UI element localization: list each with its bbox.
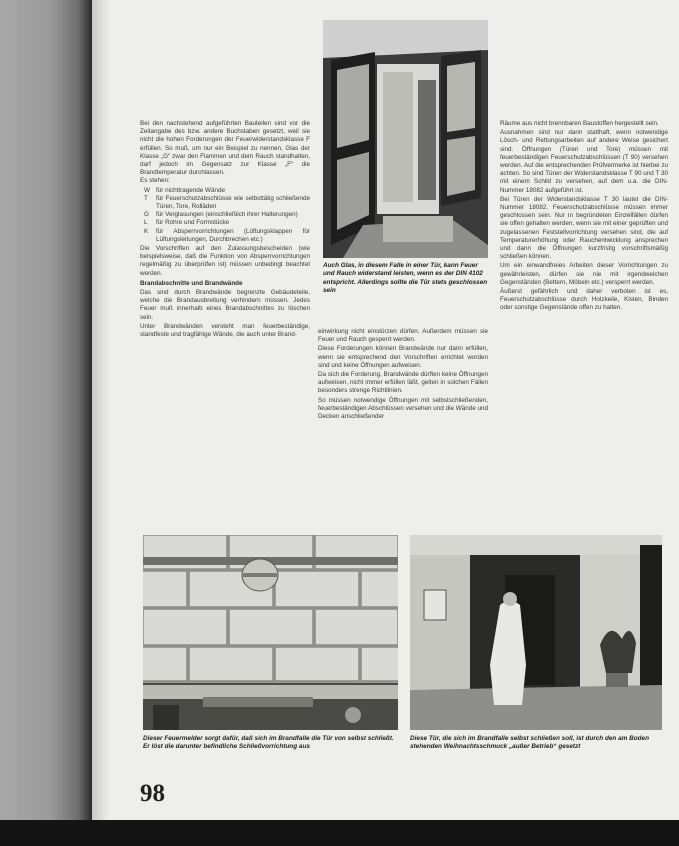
caption-blocked-door: Diese Tür, die sich im Brandfalle selbst schließen soll, ist durch den am Boden stehenden Weihnachtsschmuck „außer Betrieb“ gesetzt [410, 735, 650, 751]
list-heading: Es stehen: [140, 177, 170, 185]
page-gutter [92, 0, 110, 820]
intro-paragraph: Bei den nachstehend aufgeführten Bauteilen sind vor die Zeitangabe des bzw. andere Buchstaben gesetzt, weil sie nicht die hohen Forderungen der Feuerwiderstandsklasse F erfüllen. So muß, um nur ein Beispiel zu nennen, Glas der Klasse „G“ zwar den Flammen und dem Rauch standhalten, darf jedoch im Gegensatz zur Klasse „F“ die Brandtemperatur durchlassen. [140, 120, 310, 177]
paragraph: So müssen notwendige Öffnungen mit selbstschließenden, feuerbeständigen Abschlüssen versehen und die Wände und Decken anschließender [318, 396, 488, 421]
section-heading: Brandabschnitte und Brandwände [140, 279, 243, 287]
photo-glass-door [323, 20, 488, 258]
blocked-door-image [410, 535, 662, 730]
paragraph: einwirkung nicht einstürzen dürfen. Außerdem müssen sie Feuer und Rauch gesperrt werden. [318, 328, 488, 344]
glass-door-image [323, 20, 488, 258]
list-text: für Rohre und Formstücke [156, 219, 230, 227]
list-item [140, 219, 310, 227]
paragraph: Bei Türen der Widerstandsklasse T 30 lautet die DIN-Nummer 18082. Feuerschutzabschlüsse müssen immer geschlossen sein. Nur in begründeten Einzelfällen dürfen sie offen gehalten werden, wenn sie mit einer geprüften und zugelassenen Feststellvorrichtung versehen sind, die auf Temperaturerhöhung oder Rauchentwicklung ansprechen und dann die Öffnungen kurzfristig vorschriftsmäßig schließen können. [500, 195, 668, 261]
text-column-middle [318, 328, 488, 422]
paragraph: Räume aus nicht brennbaren Baustoffen hergestellt sein. [500, 120, 659, 127]
paragraph: Diese Forderungen können Brandwände nur dann erfüllen, wenn sie entsprechend den Vorschriften errichtet worden sind und keine Öffnungen aufweisen. [318, 345, 488, 369]
list-text: für nichttragende Wände [156, 186, 225, 194]
list-item [140, 211, 310, 219]
text-column-left [140, 120, 310, 340]
caption-fire-detector: Dieser Feuermelder sorgt dafür, daß sich im Brandfalle die Tür von selbst schließt. Er löst die darunter befindliche Schließvorrichtung aus [143, 735, 394, 751]
list-key: T [144, 194, 148, 202]
list-text: für Absperrvorrichtungen (Lüftungsklappen für Lüftungsleitungen, Durchbrechen etc.) [156, 227, 310, 243]
list-key: L [144, 219, 148, 227]
list-item [140, 187, 310, 195]
paragraph: Ausnahmen sind nur dann statthaft, wenn notwendige Lösch- und Rettungsarbeiten auf andere Weise gesichert sind. Öffnungen (Türen und Tore) müssen mit feuerbeständigen Feuerschutzabschlüssen (T 90) versehen werden. Auf die entsprechenden Prüfvermerke ist hierbei zu achten. So sind Türen der Widerstandsklasse T 90 und T 30 mit einem Schild zu versehen, auf dem u.a. die DIN-Nummer 18082 aufgeführt ist. [500, 129, 668, 194]
page-edge-shadow [0, 0, 92, 846]
text-column-right [500, 120, 668, 314]
bottom-dark-band [0, 820, 679, 846]
fire-detector-image [143, 535, 398, 730]
page-number: 98 [140, 780, 165, 807]
paragraph: Um ein einwandfreies Arbeiten dieser Vorrichtungen zu gewährleisten, dürfen sie nie mit irgendwelchen Gegenständen (Bettern, Möbeln etc.) versperrt werden. [500, 262, 668, 286]
list-key: W [144, 186, 150, 194]
list-key: K [144, 227, 149, 235]
list-item [140, 195, 310, 211]
photo-fire-detector [143, 535, 398, 730]
list-text: für Feuerschutzabschlüsse wie selbsttätig schließende Türen, Tore, Rolläden [156, 194, 310, 211]
paragraph: Das sind durch Brandwände begrenzte Gebäudeteile, welche die Brandausbreitung verhindern müssen. Jedes Feuer muß innerhalb eines Brandabschnittes zu löschen sein. [140, 289, 310, 321]
paragraph: Da sich die Forderung, Brandwände dürften keine Öffnungen aufweisen, nicht immer erfüllen läßt, gelten in solchen Fällen besonders strenge Richtlinien. [318, 371, 489, 395]
list-item [140, 228, 310, 244]
paragraph: Äußerst gefährlich und daher verboten ist es, Feuerschutzabschlüsse durch Holzkeile, Kisten, Binden oder sonstige Gegenstände offen zu halten. [500, 288, 668, 312]
caption-glass-door: Auch Glas, in diesem Falle in einer Tür, kann Feuer und Rauch widerstand leisten, wenn es der DIN 4102 entspricht. Allerdings sollte die Tür stets geschlossen sein [323, 262, 488, 294]
paragraph: Die Vorschriften auf den Zulassungsbescheiden (wie beispielsweise, daß die Funktion von Absperrvorrichtungen regelmäßig zu überprüfen ist) müssen unbedingt beachtet werden. [140, 245, 310, 277]
paragraph: Unter Brandwänden versteht man feuerbeständige, standfeste und tragfähige Wände, die auch unter Brand- [140, 322, 310, 339]
list-key: G [144, 211, 149, 219]
photo-blocked-door [410, 535, 662, 730]
list-text: für Verglasungen (einschließlich ihrer Halterungen) [156, 211, 298, 219]
resistance-class-list [140, 187, 310, 244]
